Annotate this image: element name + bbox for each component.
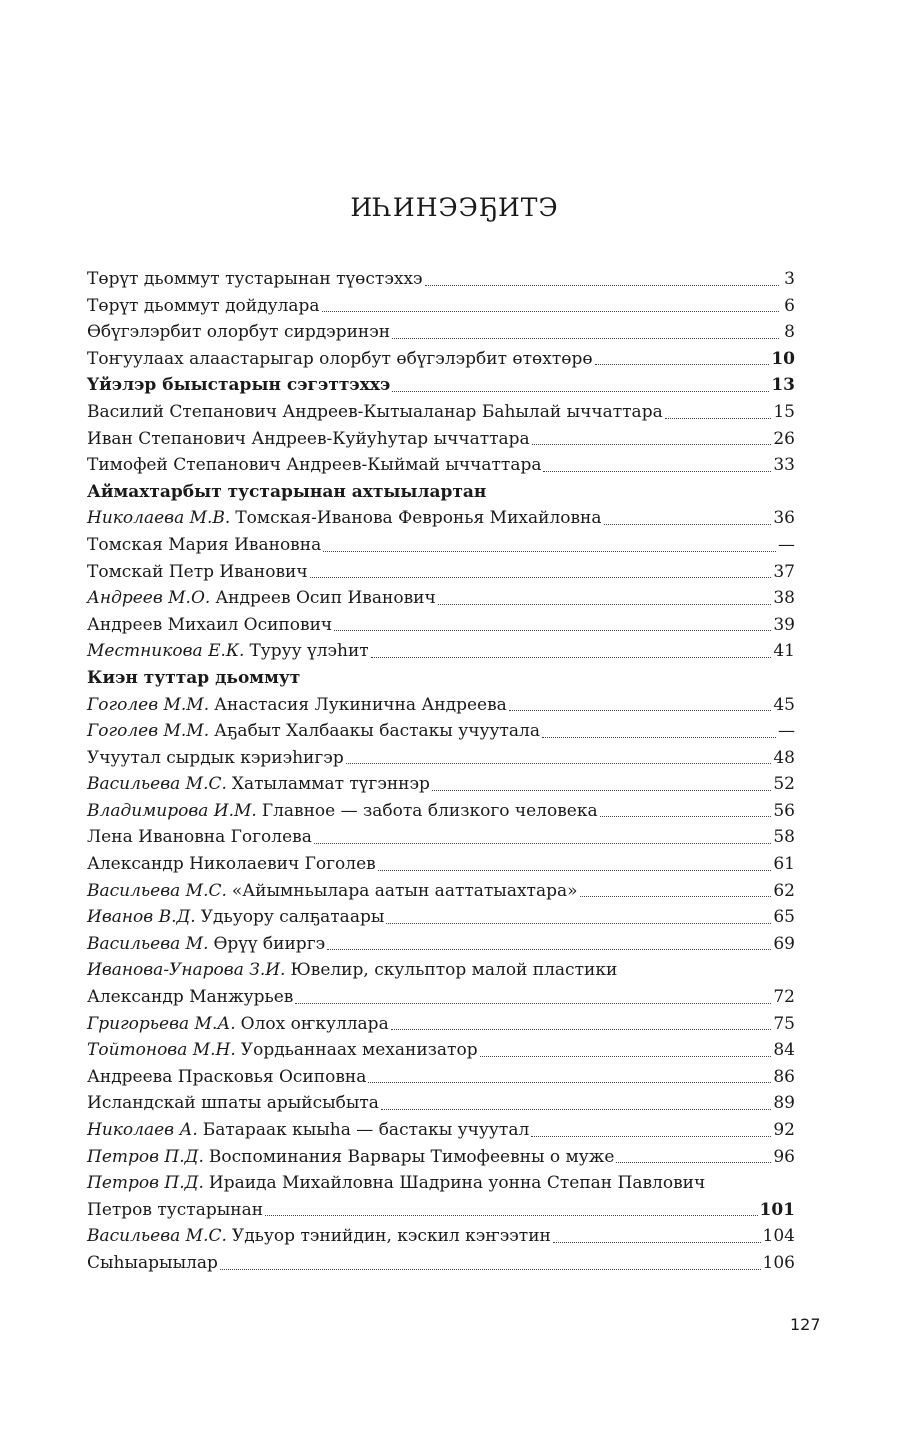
- toc-entry-author: Васильева М.: [87, 933, 209, 954]
- toc-entry-leader: [600, 815, 772, 817]
- toc-entry: [87, 532, 795, 559]
- toc-entry-title: Петров тустарынан: [87, 1199, 264, 1220]
- toc-entry-page: 6: [784, 295, 795, 316]
- toc-entry: [87, 957, 795, 984]
- toc-entry-page: 61: [773, 854, 795, 875]
- toc-entry-page: 13: [771, 375, 795, 396]
- toc-entry-page: 96: [773, 1146, 795, 1167]
- toc-entry: [87, 692, 795, 719]
- toc-entry-author: Гоголев М.М.: [87, 694, 210, 715]
- toc-entry-leader: [391, 1028, 772, 1030]
- toc-entry-page: 58: [773, 827, 795, 848]
- toc-entry-leader: [425, 284, 779, 286]
- toc-entry-leader: [314, 842, 772, 844]
- toc-entry: [87, 1011, 795, 1038]
- toc-entry: [87, 1117, 795, 1144]
- toc-entry-text-group: [87, 559, 308, 586]
- toc-entry-title: Василий Степанович Андреев-Кытыаланар Баһылай ыччаттара: [87, 401, 663, 422]
- toc-entry: [87, 452, 795, 479]
- toc-entry-page: 86: [773, 1066, 795, 1087]
- toc-entry-title: Ювелир, скульптор малой пластики: [290, 960, 618, 981]
- toc-entry-title: Туруу үлэһит: [249, 641, 369, 662]
- toc-entry: [87, 718, 795, 745]
- toc-entry-page: 3: [784, 269, 795, 289]
- toc-entry-leader: [381, 1108, 771, 1110]
- toc-entry-author: Тойтонова М.Н.: [87, 1040, 236, 1061]
- toc-entry-leader: [532, 443, 772, 445]
- toc-entry-text-group: [87, 984, 293, 1011]
- toc-entry-title: Томская Мария Ивановна: [87, 534, 322, 555]
- toc-entry-page: 41: [773, 641, 795, 662]
- toc-entry-author: Григорьева М.А.: [87, 1013, 236, 1034]
- toc-entry: [87, 1144, 795, 1171]
- toc-entry-text-group: [87, 824, 312, 851]
- toc-entry-title: Удьуору салҕатаары: [200, 907, 385, 928]
- toc-entry: [87, 372, 795, 399]
- toc-entry-text-group: [87, 1064, 366, 1091]
- toc-entry-title: Андреев Михаил Осипович: [87, 614, 333, 635]
- toc-entry-page: 89: [773, 1093, 795, 1114]
- toc-entry-title: Андреева Прасковья Осиповна: [87, 1066, 367, 1087]
- toc-entry: [87, 1037, 795, 1064]
- toc-entry-leader: [580, 895, 772, 897]
- toc-entry-title: Анастасия Лукинична Андреева: [214, 694, 507, 715]
- toc-entry: [87, 612, 795, 639]
- toc-entry-page: 33: [773, 455, 795, 476]
- toc-entry-title: Батараак кыыһа — бастакы учуутал: [202, 1120, 530, 1140]
- toc-entry-page: 72: [773, 987, 795, 1008]
- toc-entry-text-group: [87, 638, 369, 665]
- toc-entry-page: 48: [773, 747, 795, 768]
- toc-entry-page: 45: [773, 694, 795, 715]
- toc-entry-title: Өбүгэлэрбит олорбут сирдэринэн: [87, 322, 391, 343]
- toc-entry-text-group: [87, 532, 321, 559]
- toc-entry-text-group: [87, 399, 663, 426]
- toc-entry: [87, 399, 795, 426]
- toc-entry-leader: [295, 1002, 771, 1004]
- toc-entry-leader: [322, 310, 779, 312]
- toc-entry-title: Уордьаннаах механизатор: [240, 1040, 478, 1061]
- toc-entry-page: 38: [773, 588, 795, 609]
- toc-entry-text-group: [87, 665, 300, 692]
- toc-entry-page: 104: [762, 1226, 795, 1247]
- toc-entry-author: Владимирова И.М.: [87, 800, 257, 821]
- toc-entry-leader: [595, 363, 770, 365]
- toc-entry-leader: [368, 1081, 771, 1083]
- toc-entry: [87, 1250, 795, 1277]
- toc-entry-author: Васильева М.С.: [87, 1226, 227, 1247]
- toc-entry-page: 15: [773, 401, 795, 422]
- toc-entry: [87, 1090, 795, 1117]
- toc-entry-title: Төрүт дьоммут дойдулара: [87, 295, 320, 316]
- toc-entry: [87, 771, 795, 798]
- toc-entry-leader: [480, 1055, 772, 1057]
- toc-entry: [87, 266, 795, 293]
- toc-entry-title: «Айымньылара аатын ааттатыахтара»: [231, 880, 578, 901]
- toc-entry: [87, 1064, 795, 1091]
- toc-entry-leader: [432, 789, 771, 791]
- toc-entry-author: Андреев М.О.: [87, 588, 211, 609]
- toc-entry-title: Андреев Осип Иванович: [215, 588, 436, 609]
- toc-entry-text-group: [87, 798, 598, 825]
- toc-entry-text-group: [87, 1117, 529, 1144]
- toc-entry-page: 92: [773, 1120, 795, 1140]
- toc-entry-leader: [616, 1161, 771, 1163]
- toc-entry: [87, 505, 795, 532]
- toc-entry-page: 62: [773, 880, 795, 901]
- toc-entry-text-group: [87, 426, 530, 453]
- toc-entry-leader: [542, 736, 776, 738]
- toc-entry-page: 84: [773, 1040, 795, 1061]
- toc-entry-title: Главное — забота близкого человека: [261, 800, 598, 821]
- toc-entry-page: 37: [773, 561, 795, 582]
- toc-entry-leader: [378, 869, 772, 871]
- toc-entry-author: Васильева М.С.: [87, 774, 227, 795]
- toc-entry-page: 75: [773, 1013, 795, 1034]
- toc-entry: [87, 293, 795, 320]
- toc-entry-author: Петров П.Д.: [87, 1146, 204, 1167]
- toc-entry-page: 56: [773, 800, 795, 821]
- toc-entry-text-group: [87, 585, 436, 612]
- toc-entry-text-group: [87, 1223, 551, 1250]
- toc-entry: [87, 346, 795, 373]
- toc-entry-page: 69: [773, 933, 795, 954]
- toc-entry: [87, 824, 795, 851]
- toc-entry-text-group: [87, 1090, 379, 1117]
- toc-entry-title: Томская-Иванова Февронья Михайловна: [235, 508, 602, 529]
- toc-entry: [87, 1223, 795, 1250]
- toc-entry-page: 101: [759, 1199, 795, 1220]
- toc-entry-text-group: [87, 745, 344, 772]
- toc-entry: [87, 798, 795, 825]
- toc-entry-title: Олох оҥкуллара: [240, 1013, 389, 1034]
- toc-entry-title: Александр Николаевич Гоголев: [87, 854, 376, 875]
- toc-entry-leader: [531, 1135, 771, 1137]
- toc-entry-leader: [553, 1241, 761, 1243]
- toc-entry-leader: [220, 1268, 761, 1270]
- toc-entry-author: Николаев А.: [87, 1120, 198, 1140]
- toc-entry-page: 52: [773, 774, 795, 795]
- toc-entry-title: Иван Степанович Андреев-Куйуһутар ыччаттара: [87, 428, 530, 449]
- toc-entry-text-group: [87, 1250, 218, 1277]
- toc-entry: [87, 904, 795, 931]
- toc-entry-text-group: [87, 346, 593, 373]
- toc-entry: [87, 479, 795, 506]
- toc-entry-leader: [543, 470, 771, 472]
- toc-entry-page: 10: [771, 348, 795, 369]
- toc-entry-title: Александр Манжурьев: [87, 987, 294, 1008]
- toc-entry-title: Удьуор тэнийдин, кэскил кэҥээтин: [231, 1226, 551, 1247]
- toc-entry-text-group: [87, 372, 390, 399]
- toc-entry-title: Хатыламмат түгэннэр: [231, 774, 430, 795]
- toc-entry-leader: [265, 1214, 757, 1216]
- toc-entry: [87, 638, 795, 665]
- toc-entry-author: Васильева М.С.: [87, 880, 227, 901]
- toc-entry: [87, 319, 795, 346]
- toc-entry-page: —: [778, 534, 795, 555]
- toc-entry-title: Киэн туттар дьоммут: [87, 667, 301, 688]
- toc-entry-text-group: [87, 612, 332, 639]
- toc-entry-title: Ираида Михайловна Шадрина уонна Степан Павлович: [208, 1173, 706, 1194]
- toc-entry-title: Аймахтарбыт тустарынан ахтыылартан: [87, 481, 487, 502]
- toc-entry-page: 65: [773, 907, 795, 928]
- table-of-contents: [87, 266, 795, 1277]
- page-title: ИҺИНЭЭҔИТЭ: [350, 192, 559, 222]
- toc-entry: [87, 1197, 795, 1224]
- toc-entry-title: Воспоминания Варвары Тимофеевны о муже: [208, 1146, 615, 1167]
- toc-entry-page: 39: [773, 614, 795, 635]
- toc-entry-text-group: [87, 319, 390, 346]
- toc-entry-text-group: [87, 505, 602, 532]
- toc-entry-text-group: [87, 931, 325, 958]
- toc-entry-leader: [334, 629, 771, 631]
- toc-entry-text-group: [87, 878, 578, 905]
- toc-entry-title: Тоҥуулаах алаастарыгар олорбут өбүгэлэрбит өтөхтөрө: [87, 348, 593, 369]
- toc-entry-leader: [392, 390, 769, 392]
- toc-entry-title: Үйэлэр быыстарын сэгэттэхxэ: [87, 375, 391, 396]
- toc-entry-text-group: [87, 293, 320, 320]
- toc-entry-author: Николаева М.В.: [87, 508, 231, 529]
- toc-entry-leader: [438, 603, 772, 605]
- page-number: 127: [790, 1315, 821, 1334]
- toc-entry-title: Төрүт дьоммут тустарынан түөстэхxэ: [87, 269, 423, 289]
- toc-entry: [87, 426, 795, 453]
- toc-entry: [87, 745, 795, 772]
- toc-entry-title: Лена Ивановна Гоголева: [87, 827, 312, 848]
- toc-entry-author: Иванов В.Д.: [87, 907, 196, 928]
- toc-entry-text-group: [87, 479, 486, 506]
- toc-entry-text-group: [87, 452, 541, 479]
- toc-entry-title: Исландскай шпаты арыйсыбыта: [87, 1093, 379, 1114]
- toc-entry-text-group: [87, 1144, 614, 1171]
- toc-entry-leader: [665, 417, 772, 419]
- toc-entry-title: Томскай Петр Иванович: [87, 561, 308, 582]
- toc-entry: [87, 878, 795, 905]
- toc-entry-text-group: [87, 1011, 389, 1038]
- toc-entry-page: 26: [773, 428, 795, 449]
- toc-entry-leader: [386, 922, 771, 924]
- toc-entry: [87, 1170, 795, 1197]
- toc-entry-title: Аҕабыт Халбаакы бастакы учуутала: [214, 721, 540, 742]
- toc-entry-title: Тимофей Степанович Андреев-Кыймай ыччаттара: [87, 455, 542, 476]
- toc-entry-leader: [371, 656, 772, 658]
- toc-entry-author: Петров П.Д.: [87, 1173, 204, 1194]
- toc-entry: [87, 665, 795, 692]
- toc-entry-title: Сыһыарыылар: [87, 1252, 218, 1273]
- toc-entry-title: Өрүү бииргэ: [213, 933, 326, 954]
- toc-entry-author: Гоголев М.М.: [87, 721, 210, 742]
- toc-entry-text-group: [87, 718, 540, 745]
- toc-entry-text-group: [87, 771, 430, 798]
- toc-entry-title: Учуутал сырдык кэриэһигэр: [87, 747, 344, 768]
- toc-entry-text-group: [87, 957, 617, 984]
- toc-entry-author: Местникова Е.К.: [87, 641, 245, 662]
- toc-entry-leader: [327, 948, 771, 950]
- toc-entry-page: 36: [773, 508, 795, 529]
- toc-entry-text-group: [87, 1197, 263, 1224]
- toc-entry-leader: [604, 523, 772, 525]
- toc-entry-leader: [392, 337, 779, 339]
- toc-entry-text-group: [87, 1170, 705, 1197]
- toc-entry-text-group: [87, 904, 384, 931]
- toc-entry-author: Иванова-Унарова З.И.: [87, 960, 286, 981]
- toc-entry: [87, 559, 795, 586]
- toc-entry-leader: [346, 762, 772, 764]
- toc-entry-page: —: [778, 721, 795, 742]
- toc-entry-leader: [310, 576, 772, 578]
- toc-entry-text-group: [87, 266, 423, 293]
- toc-entry-page: 106: [762, 1252, 795, 1273]
- toc-entry: [87, 851, 795, 878]
- toc-entry-leader: [323, 550, 776, 552]
- toc-entry-page: 8: [784, 322, 795, 343]
- toc-entry-leader: [509, 709, 772, 711]
- toc-entry: [87, 984, 795, 1011]
- toc-entry-text-group: [87, 851, 376, 878]
- toc-entry: [87, 585, 795, 612]
- toc-entry-text-group: [87, 692, 507, 719]
- toc-entry: [87, 931, 795, 958]
- toc-entry-text-group: [87, 1037, 478, 1064]
